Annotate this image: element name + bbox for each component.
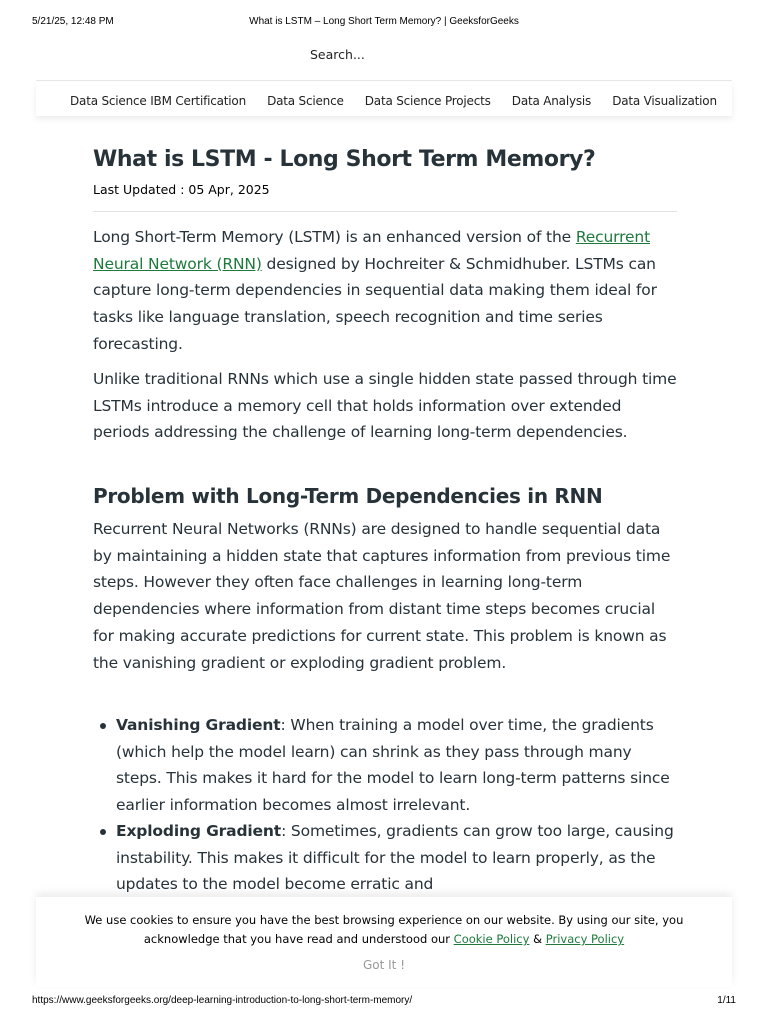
title-divider bbox=[93, 211, 677, 212]
cookie-ampersand: & bbox=[529, 932, 546, 946]
rnn-link[interactable]: Recurrent Neural Network (RNN) bbox=[93, 228, 651, 273]
nav-item-data-visualization[interactable]: Data Visualization bbox=[612, 94, 717, 108]
print-page-number: 1/11 bbox=[717, 995, 736, 1006]
list-item-text: : When training a model over time, the gradients (which help the model learn) can shrink as they pass through many steps. This makes it hard for the model to learn long-term patterns since earlier information becomes almost irrelevant. bbox=[116, 716, 670, 814]
nav-divider bbox=[36, 80, 732, 81]
nav-item-data-analysis[interactable]: Data Analysis bbox=[511, 94, 592, 108]
list-item-term: Vanishing Gradient bbox=[116, 716, 281, 734]
rnn-problem-paragraph: Recurrent Neural Networks (RNNs) are designed to handle sequential data by maintaining a hidden state that captures information from previous time steps. However they often face challenges in learning long-term dependencies where information from distant time steps becomes crucial for making accurate predictions for current state. This problem is known as the vanishing gradient or exploding gradient problem. bbox=[93, 520, 671, 672]
print-url: https://www.geeksforgeeks.org/deep-learning-introduction-to-long-short-term-memory/ bbox=[32, 995, 413, 1006]
bullet-icon bbox=[100, 829, 106, 835]
privacy-policy-link[interactable]: Privacy Policy bbox=[545, 932, 625, 946]
intro-paragraph bbox=[93, 224, 677, 358]
nav-item-data-science-projects[interactable]: Data Science Projects bbox=[364, 94, 491, 108]
search-input[interactable]: Search... bbox=[310, 47, 365, 62]
cookie-text: We use cookies to ensure you have the best browsing experience on our website. By using our site, you acknowledge that you have read and understood our bbox=[84, 913, 684, 946]
print-header bbox=[0, 16, 768, 30]
print-datetime: 5/21/25, 12:48 PM bbox=[32, 16, 114, 27]
lstm-paragraph: Unlike traditional RNNs which use a single hidden state passed through time LSTMs introduce a memory cell that holds information over extended periods addressing the challenge of learning long-term dependencies. bbox=[93, 370, 677, 442]
cookie-policy-link[interactable]: Cookie Policy bbox=[453, 932, 530, 946]
page-title: What is LSTM - Long Short Term Memory? bbox=[93, 147, 596, 172]
article bbox=[93, 140, 677, 893]
cookie-message bbox=[76, 911, 692, 949]
gradient-problem-list bbox=[93, 712, 677, 898]
print-footer bbox=[0, 995, 768, 1009]
bullet-icon bbox=[100, 723, 106, 729]
list-item bbox=[93, 712, 677, 818]
print-page-title: What is LSTM – Long Short Term Memory? | GeeksforGeeks bbox=[249, 16, 519, 27]
nav-item-data-science[interactable]: Data Science bbox=[267, 94, 344, 108]
category-nav bbox=[36, 82, 732, 116]
last-updated: Last Updated : 05 Apr, 2025 bbox=[93, 182, 270, 197]
cookie-banner bbox=[36, 897, 732, 987]
nav-item-data-science-ibm-certification[interactable]: Data Science IBM Certification bbox=[70, 94, 246, 108]
list-item-term: Exploding Gradient bbox=[116, 822, 282, 840]
list-item bbox=[93, 818, 677, 898]
list-item-text: : Sometimes, gradients can grow too large, causing instability. This makes it difficult for the model to learn properly, as the updates to the model become erratic and bbox=[116, 822, 674, 893]
section-heading: Problem with Long-Term Dependencies in RNN bbox=[93, 484, 603, 508]
got-it-button[interactable]: Got It ! bbox=[362, 958, 406, 972]
intro-text-start: Long Short-Term Memory (LSTM) is an enhanced version of the bbox=[93, 228, 576, 246]
intro-text-end: designed by Hochreiter & Schmidhuber. LSTMs can capture long-term dependencies in sequential data making them ideal for tasks like language translation, speech recognition and time series forecasting. bbox=[93, 254, 657, 353]
